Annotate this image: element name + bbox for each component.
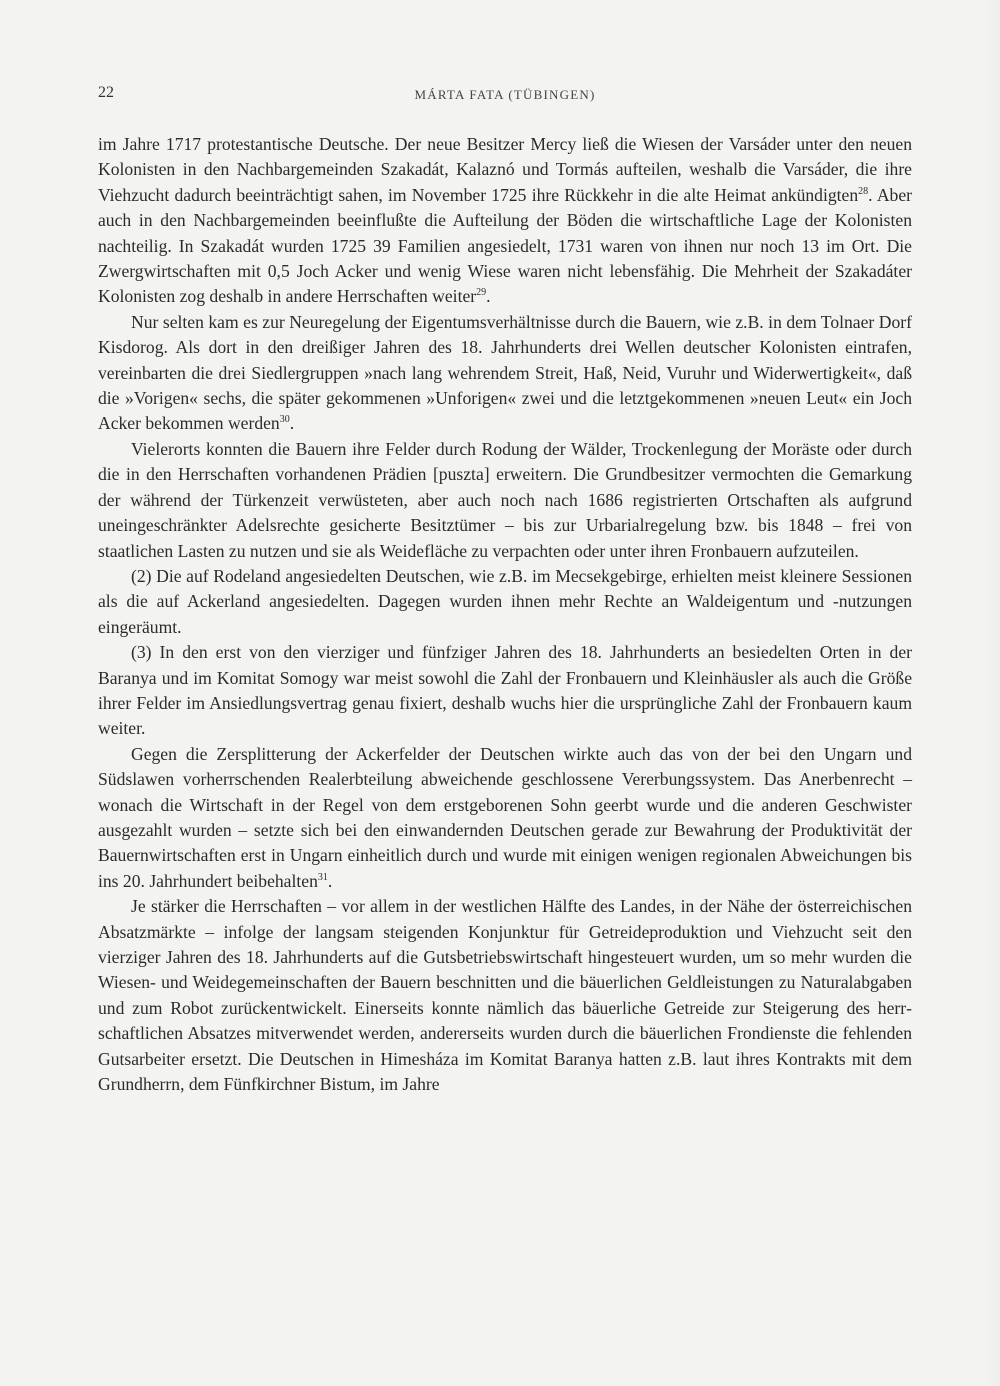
paragraph-7-text: Je stärker die Herrschaften – vor allem in der westlichen Hälfte des Landes, in der Nähe der österreichischen Absatzmärkte – infolge der langsam steigenden Konjunktur für Getreideproduktion und Viehzucht seit den vierziger Jahren des 18. Jahrhunderts auf die Gutsbetriebswirtschaft hingesteuert wurden, um so mehr wurden die Wiesen- und Weidegemeinschaften der Bauern beschnitten und die bäuerlichen Geldleistungen zu Naturalabgaben und zum Robot zurückentwickelt. Einerseits konnte nämlich das bäuerliche Getreide zur Steigerung des herrschaftlichen Absatzes mitverwendet werden, andererseits wurden durch die bäuerlichen Frondienste die fehlenden Gutsarbeiter ersetzt. Die Deutschen in Himesháza im Komitat Baranya hatten z.B. laut ihres Kontrakts mit dem Grundherrn, dem Fünfkirchner Bistum, im Jahre [98, 896, 912, 1095]
paragraph-5 [98, 640, 912, 742]
paragraph-6-text: Gegen die Zersplitterung der Ackerfelder der Deutschen wirkte auch das von der bei den Ungarn und Südslawen vorherrschenden Realerbteilung abweichende geschlossene Vererbungssystem. Das Anerbenrecht – wonach die Wirtschaft in der Regel von dem erstgeborenen Sohn geerbt wurde und die anderen Geschwister ausgezahlt wurden – setzte sich bei den einwandernden Deutschen gerade zur Bewahrung der Produktivität der Bauernwirtschaften erst in Ungarn einheitlich durch und wurde mit einigen wenigen regionalen Abweichungen bis ins 20. Jahrhundert beibehalten [98, 743, 912, 891]
page-number: 22 [98, 84, 114, 101]
paragraph-3-text: Vielerorts konnten die Bauern ihre Felder durch Rodung der Wälder, Trockenlegung der Moräste oder durch die in den Herrschaften vorhandenen Prädien [puszta] erweitern. Die Grundbesitzer vermochten die Gemarkung der während der Türkenzeit verwüsteten, aber auch noch nach 1686 registrierten Ortschaften als aufgrund uneingeschränkter Adelsrechte gesicherte Besitztümer – bis zur Urbarialregelung bzw. bis 1848 – frei von staatlichen Lasten zu nutzen und sie als Weidefläche zu verpachten oder unter ihren Fronbauern aufzuteilen. [98, 438, 912, 561]
paragraph-1 [98, 132, 912, 310]
page-header [98, 84, 912, 108]
footnote-ref-31: 31 [317, 871, 328, 883]
paragraph-2-text: Nur selten kam es zur Neuregelung der Eigentumsverhältnisse durch die Bauern, wie z.B. in dem Tolnaer Dorf Kisdorog. Als dort in den dreißiger Jahren des 18. Jahrhunderts drei Wellen deutscher Kolonisten eintrafen, vereinbarten die drei Siedlergruppen »nach lang wehrendem Streit, Haß, Neid, Vuruhr und Widerwertigkeit«, daß die »Vorigen« sechs, die später gekommenen »Unforigen« zwei und die letztgekommenen »neuen Leut« ein Joch Acker bekommen werden [98, 311, 912, 434]
footnote-ref-30: 30 [279, 414, 290, 426]
running-head: MÁRTA FATA (TÜBINGEN) [414, 87, 596, 102]
paragraph-4-text: (2) Die auf Rodeland angesiedelten Deutschen, wie z.B. im Mecsekgebirge, erhielten meist kleinere Sessionen als die auf Ackerland angesiedelten. Dagegen wurden ihnen mehr Rechte an Waldeigentum und -nutzungen eingeräumt. [98, 565, 912, 637]
paragraph-4 [98, 564, 912, 640]
footnote-ref-29: 29 [476, 287, 487, 299]
paragraph-6-text-2: . [327, 870, 333, 891]
footnote-ref-28: 28 [858, 185, 869, 197]
paragraph-1-text-3: . [486, 286, 491, 307]
paragraph-2-text-2: . [289, 413, 295, 434]
paragraph-2 [98, 310, 912, 437]
body-text [98, 132, 912, 1097]
paragraph-7 [98, 894, 912, 1097]
paragraph-1-text: im Jahre 1717 protestantische Deutsche. Der neue Besitzer Mercy ließ die Wiesen der Varsáder unter den neuen Kolonisten in den Nachbargemeinden Szakadát, Kalaznó und Tormás aufteilen, weshalb die Varsáder, die ihre Viehzucht dadurch beeinträchtigt sahen, im November 1725 ihre Rückkehr in die alte Heimat ankündigten [98, 134, 912, 205]
paragraph-3 [98, 437, 912, 564]
paragraph-6 [98, 742, 912, 894]
paragraph-5-text: (3) In den erst von den vierziger und fünfziger Jahren des 18. Jahrhunderts an besiedelten Orten in der Baranya und im Komitat Somogy war meist sowohl die Zahl der Fronbauern und Kleinhäusler als auch die Größe ihrer Felder im Ansiedlungsvertrag genau fixiert, deshalb wuchs hier die ursprüngliche Zahl der Fronbauern kaum weiter. [98, 642, 912, 739]
page-edge-shade [982, 0, 1000, 1386]
paragraph-1-text-2: . Aber auch in den Nachbargemeinden beeinflußte die Aufteilung der Böden die wirtschaftliche Lage der Kolonisten nachteilig. In Szakadát wurden 1725 39 Familien angesiedelt, 1731 waren von ihnen nur noch 13 im Ort. Die Zwergwirtschaften mit 0,5 Joch Acker und wenig Wiese waren nicht lebensfähig. Die Mehrheit der Szakadáter Kolonisten zog deshalb in andere Herrschaften weiter [98, 184, 912, 307]
